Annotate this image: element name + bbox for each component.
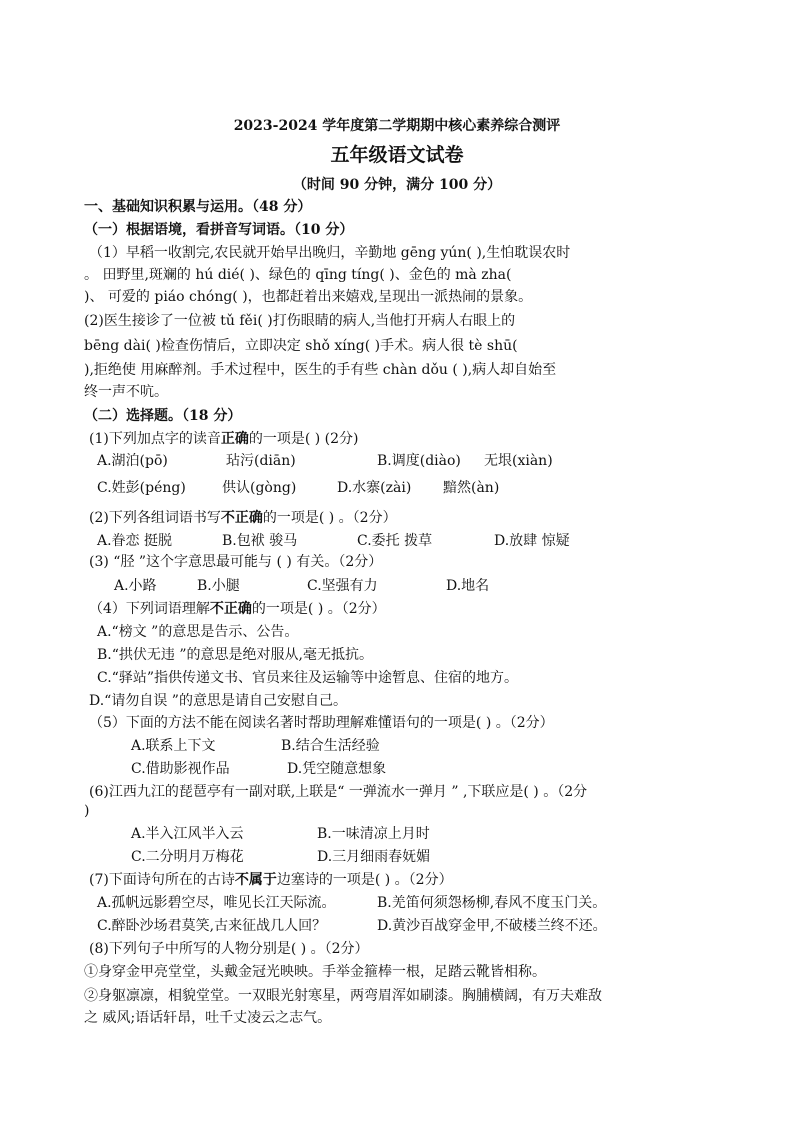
q6-option-d: D.三月细雨春妩媚: [317, 849, 431, 865]
q7-stem: (7)下面诗句所在的古诗不属于边塞诗的一项是( ) 。（2分）: [89, 872, 453, 888]
q2-stem: (2)下列各组词语书写不正确的一项是( ) 。（2分）: [89, 510, 397, 526]
q2-option-b: B.包袱 骏马: [222, 533, 298, 549]
q5-stem: （5）下面的方法不能在阅读名著时帮助理解难懂语句的一项是( ) 。（2分）: [89, 715, 554, 731]
p1-line-1: （1）早稻一收割完,农民就开始早出晚归，辛勤地 gēng yún( ),生怕耽误农时: [89, 245, 571, 261]
q5-option-b: B.结合生活经验: [281, 738, 380, 754]
q1-option-c1: C.姓彭(péng): [97, 480, 186, 496]
part1-heading: （一）根据语境，看拼音写词语。（10 分）: [84, 222, 354, 238]
q5-option-a: A.联系上下文: [131, 738, 216, 754]
q6-option-c: C.二分明月万梅花: [131, 849, 244, 865]
q8-stem: (8)下列句子中所写的人物分别是( ) 。（2分）: [89, 941, 369, 957]
q4-option-d: D.“请勿自误 ”的意思是请自己安慰自己。: [89, 693, 347, 709]
q2-option-a: A.眷恋 挺脱: [97, 533, 173, 549]
q8-line-2: ②身躯凛凛，相貌堂堂。一双眼光射寒星，两弯眉浑如刷漆。胸脯横阔，有万夫难敌: [84, 988, 602, 1004]
q5-option-d: D.凭空随意想象: [287, 761, 387, 777]
p2-line-2: bēng dài( )检查伤情后，立即决定 shǒ xíng( )手术。病人很 tè shū(: [84, 338, 518, 354]
q1-option-d1: D.水寨(zài): [337, 480, 412, 496]
q8-line-3: 之 威风;语话轩昂，吐千丈凌云之志气。: [84, 1010, 332, 1026]
q4-stem: （4）下列词语理解不正确的一项是( ) 。（2分）: [89, 601, 386, 617]
q3-option-b: B.小腿: [197, 578, 240, 594]
exam-title: 2023-2024 学年度第二学期期中核心素养综合测评: [233, 118, 561, 134]
section1-heading: 一、基础知识积累与运用。（48 分）: [84, 199, 312, 215]
q3-option-a: A.小路: [114, 578, 157, 594]
q7-option-a: A.孤帆远影碧空尽，唯见长江天际流。: [97, 895, 336, 911]
q1-option-c2: 供认(gòng): [222, 480, 297, 496]
part2-heading: （二）选择题。（18 分）: [84, 408, 242, 424]
p2-line-3: ),拒绝使 用麻醉剂。手术过程中，医生的手有些 chàn dǒu ( ),病人却自始至: [84, 362, 557, 378]
q1-option-d2: 黯然(àn): [443, 480, 500, 496]
q7-option-c: C.醉卧沙场君莫笑,古来征战几人回？: [97, 918, 327, 934]
q5-option-c: C.借助影视作品: [131, 761, 230, 777]
q7-option-d: D.黄沙百战穿金甲,不破楼兰终不还。: [377, 918, 607, 934]
q1-option-a2: 玷污(diān): [226, 453, 296, 469]
q6-option-b: B.一味清凉上月时: [317, 826, 430, 842]
q8-line-1: ①身穿金甲亮堂堂，头戴金冠光映映。手举金箍棒一根，足踏云靴皆相称。: [84, 964, 546, 980]
q1-stem: (1)下列加点字的读音正确的一项是( ) (2分): [89, 431, 359, 447]
q3-option-d: D.地名: [446, 578, 490, 594]
q1-option-b2: 无垠(xiàn): [484, 453, 553, 469]
q6-stem-line-1: (6)江西九江的琵琶亭有一副对联,上联是“ 一弹流水一弹月 ” ,下联应是( ) 。（2分: [89, 784, 588, 800]
p2-line-4: 终一声不吭。: [84, 384, 168, 400]
q6-stem-line-2: ): [84, 803, 90, 819]
exam-subtitle: 五年级语文试卷: [330, 144, 464, 166]
q7-option-b: B.羌笛何须怨杨柳,春风不度玉门关。: [377, 895, 607, 911]
time-note: （时间 90 分钟，满分 100 分）: [292, 177, 502, 193]
q1-option-a1: A.湖泊(pō): [97, 453, 168, 469]
q2-option-c: C.委托 拨草: [357, 533, 433, 549]
q3-stem: (3) “胫 ”这个字意思最可能与 ( ) 有关。（2分）: [89, 554, 383, 570]
q4-option-b: B.“拱伏无违 ”的意思是绝对服从,毫无抵抗。: [97, 647, 373, 663]
q6-option-a: A.半入江风半入云: [131, 826, 244, 842]
q4-option-c: C.“驿站”指供传递文书、官员来往及运输等中途暂息、住宿的地方。: [97, 670, 518, 686]
q2-option-d: D.放肆 惊疑: [494, 533, 570, 549]
p1-line-2: 。 田野里,斑斓的 hú dié( )、绿色的 qīng tíng( )、金色的 mà zha(: [84, 267, 512, 283]
q3-option-c: C.坚强有力: [307, 578, 378, 594]
p2-line-1: (2)医生接诊了一位被 tǔ fěi( )打伤眼睛的病人,当他打开病人右眼上的: [84, 313, 516, 329]
p1-line-3: )、 可爱的 piáo chóng( )，也都赶着出来嬉戏,呈现出一派热闹的景象。: [84, 289, 533, 305]
q1-option-b1: B.调度(diào): [377, 453, 461, 469]
q4-option-a: A.“榜文 ”的意思是告示、公告。: [97, 624, 299, 640]
